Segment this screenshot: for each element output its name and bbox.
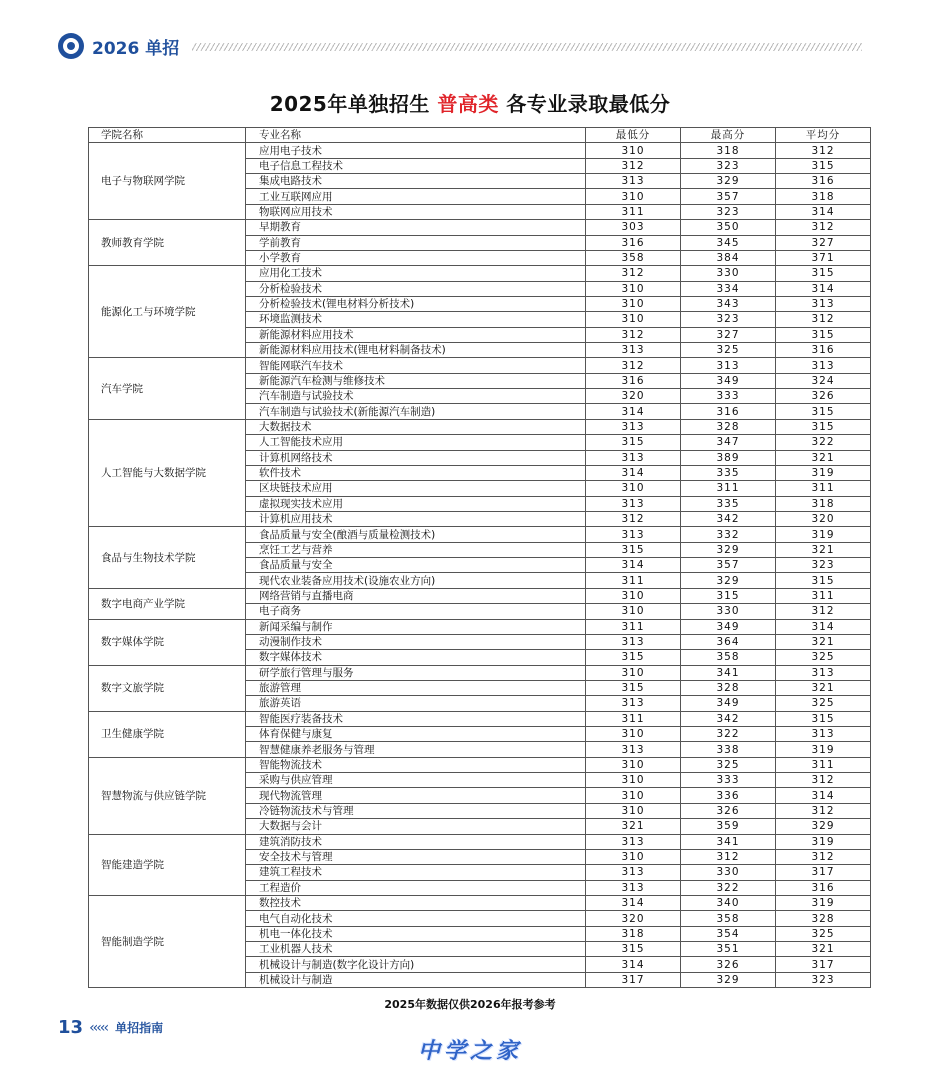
major-name-cell: 智能医疗装备技术 [246,711,586,726]
watermark-logo: 中学之家 [417,1038,522,1064]
major-name-cell: 建筑工程技术 [246,865,586,880]
min-score-cell: 314 [586,558,681,573]
max-score-cell: 351 [681,942,776,957]
min-score-cell: 316 [586,373,681,388]
major-name-cell: 机电一体化技术 [246,926,586,941]
avg-score-cell: 311 [776,481,871,496]
major-name-cell: 应用电子技术 [246,143,586,158]
min-score-cell: 320 [586,911,681,926]
max-score-cell: 350 [681,220,776,235]
avg-score-cell: 320 [776,511,871,526]
min-score-cell: 314 [586,895,681,910]
major-name-cell: 计算机应用技术 [246,511,586,526]
major-name-cell: 食品质量与安全 [246,558,586,573]
min-score-cell: 311 [586,573,681,588]
college-name-cell: 卫生健康学院 [89,711,246,757]
major-name-cell: 机械设计与制造(数字化设计方向) [246,957,586,972]
major-name-cell: 旅游管理 [246,680,586,695]
max-score-cell: 328 [681,419,776,434]
avg-score-cell: 319 [776,834,871,849]
table-row [89,220,871,235]
school-logo-icon [58,33,84,59]
avg-score-cell: 311 [776,757,871,772]
max-score-cell: 357 [681,189,776,204]
major-name-cell: 食品质量与安全(酿酒与质量检测技术) [246,527,586,542]
major-name-cell: 电气自动化技术 [246,911,586,926]
avg-score-cell: 315 [776,404,871,419]
table-row [89,527,871,542]
major-name-cell: 应用化工技术 [246,266,586,281]
avg-score-cell: 371 [776,250,871,265]
max-score-cell: 354 [681,926,776,941]
college-name-cell: 能源化工与环境学院 [89,266,246,358]
table-row [89,895,871,910]
min-score-cell: 310 [586,727,681,742]
major-name-cell: 现代农业装备应用技术(设施农业方向) [246,573,586,588]
major-name-cell: 电子商务 [246,604,586,619]
major-name-cell: 小学教育 [246,250,586,265]
table-row [89,757,871,772]
min-score-cell: 313 [586,880,681,895]
min-score-cell: 317 [586,972,681,987]
avg-score-cell: 314 [776,619,871,634]
max-score-cell: 338 [681,742,776,757]
major-name-cell: 学前教育 [246,235,586,250]
max-score-cell: 349 [681,373,776,388]
min-score-cell: 310 [586,143,681,158]
avg-score-cell: 319 [776,527,871,542]
avg-score-cell: 322 [776,435,871,450]
min-score-cell: 313 [586,496,681,511]
max-score-cell: 323 [681,204,776,219]
min-score-cell: 315 [586,680,681,695]
min-score-cell: 315 [586,542,681,557]
max-score-cell: 329 [681,972,776,987]
max-score-cell: 349 [681,696,776,711]
major-name-cell: 物联网应用技术 [246,204,586,219]
major-name-cell: 智能物流技术 [246,757,586,772]
avg-score-cell: 316 [776,174,871,189]
major-name-cell: 网络营销与直播电商 [246,588,586,603]
min-score-cell: 313 [586,174,681,189]
major-name-cell: 分析检验技术 [246,281,586,296]
min-score-cell: 314 [586,465,681,480]
table-body [89,143,871,988]
major-name-cell: 汽车制造与试验技术 [246,389,586,404]
max-score-cell: 318 [681,143,776,158]
major-name-cell: 工业互联网应用 [246,189,586,204]
avg-score-cell: 328 [776,911,871,926]
page-number: 13 [58,1017,84,1038]
max-score-cell: 364 [681,634,776,649]
major-name-cell: 新能源材料应用技术(锂电材料制备技术) [246,343,586,358]
max-score-cell: 315 [681,588,776,603]
max-score-cell: 384 [681,250,776,265]
chevrons-left-icon: ‹‹‹‹‹ [89,1019,108,1036]
col-header-max: 最高分 [681,128,776,143]
max-score-cell: 316 [681,404,776,419]
max-score-cell: 336 [681,788,776,803]
max-score-cell: 329 [681,542,776,557]
max-score-cell: 313 [681,358,776,373]
max-score-cell: 345 [681,235,776,250]
avg-score-cell: 321 [776,680,871,695]
avg-score-cell: 327 [776,235,871,250]
min-score-cell: 315 [586,435,681,450]
min-score-cell: 310 [586,604,681,619]
table-row [89,143,871,158]
max-score-cell: 326 [681,957,776,972]
avg-score-cell: 314 [776,281,871,296]
min-score-cell: 358 [586,250,681,265]
college-name-cell: 人工智能与大数据学院 [89,419,246,527]
avg-score-cell: 313 [776,358,871,373]
table-row [89,665,871,680]
avg-score-cell: 312 [776,143,871,158]
min-score-cell: 310 [586,757,681,772]
col-header-avg: 平均分 [776,128,871,143]
major-name-cell: 冷链物流技术与管理 [246,803,586,818]
major-name-cell: 电子信息工程技术 [246,158,586,173]
max-score-cell: 340 [681,895,776,910]
major-name-cell: 动漫制作技术 [246,634,586,649]
header-title: 2026 单招 [92,38,180,59]
max-score-cell: 323 [681,312,776,327]
min-score-cell: 310 [586,481,681,496]
max-score-cell: 389 [681,450,776,465]
max-score-cell: 312 [681,849,776,864]
min-score-cell: 310 [586,773,681,788]
title-highlight: 普高类 [437,92,499,116]
major-name-cell: 现代物流管理 [246,788,586,803]
min-score-cell: 313 [586,343,681,358]
min-score-cell: 310 [586,803,681,818]
avg-score-cell: 319 [776,895,871,910]
max-score-cell: 322 [681,880,776,895]
min-score-cell: 313 [586,634,681,649]
avg-score-cell: 313 [776,296,871,311]
min-score-cell: 312 [586,358,681,373]
page-header [58,33,179,59]
min-score-cell: 310 [586,189,681,204]
avg-score-cell: 313 [776,665,871,680]
max-score-cell: 325 [681,757,776,772]
avg-score-cell: 317 [776,957,871,972]
avg-score-cell: 315 [776,419,871,434]
avg-score-cell: 323 [776,972,871,987]
major-name-cell: 新能源汽车检测与维修技术 [246,373,586,388]
max-score-cell: 327 [681,327,776,342]
table-row [89,588,871,603]
min-score-cell: 313 [586,742,681,757]
max-score-cell: 347 [681,435,776,450]
major-name-cell: 烹饪工艺与营养 [246,542,586,557]
college-name-cell: 数字文旅学院 [89,665,246,711]
avg-score-cell: 314 [776,204,871,219]
college-name-cell: 智能建造学院 [89,834,246,895]
max-score-cell: 328 [681,680,776,695]
min-score-cell: 312 [586,266,681,281]
min-score-cell: 313 [586,419,681,434]
avg-score-cell: 326 [776,389,871,404]
min-score-cell: 312 [586,511,681,526]
max-score-cell: 341 [681,834,776,849]
college-name-cell: 智能制造学院 [89,895,246,987]
college-name-cell: 电子与物联网学院 [89,143,246,220]
min-score-cell: 320 [586,389,681,404]
major-name-cell: 数控技术 [246,895,586,910]
avg-score-cell: 315 [776,327,871,342]
min-score-cell: 314 [586,404,681,419]
min-score-cell: 310 [586,849,681,864]
max-score-cell: 333 [681,773,776,788]
table-row [89,419,871,434]
avg-score-cell: 321 [776,450,871,465]
min-score-cell: 313 [586,696,681,711]
avg-score-cell: 315 [776,711,871,726]
avg-score-cell: 315 [776,573,871,588]
major-name-cell: 安全技术与管理 [246,849,586,864]
max-score-cell: 333 [681,389,776,404]
avg-score-cell: 321 [776,542,871,557]
avg-score-cell: 312 [776,312,871,327]
max-score-cell: 358 [681,650,776,665]
college-name-cell: 智慧物流与供应链学院 [89,757,246,834]
max-score-cell: 335 [681,465,776,480]
avg-score-cell: 325 [776,696,871,711]
major-name-cell: 旅游英语 [246,696,586,711]
max-score-cell: 335 [681,496,776,511]
min-score-cell: 313 [586,834,681,849]
min-score-cell: 310 [586,312,681,327]
college-name-cell: 数字电商产业学院 [89,588,246,619]
college-name-cell: 汽车学院 [89,358,246,419]
col-header-college: 学院名称 [89,128,246,143]
min-score-cell: 311 [586,204,681,219]
major-name-cell: 集成电路技术 [246,174,586,189]
avg-score-cell: 312 [776,604,871,619]
avg-score-cell: 313 [776,727,871,742]
min-score-cell: 313 [586,450,681,465]
avg-score-cell: 323 [776,558,871,573]
page-title [0,88,940,117]
col-header-min: 最低分 [586,128,681,143]
major-name-cell: 工程造价 [246,880,586,895]
table-row [89,619,871,634]
table-row [89,711,871,726]
max-score-cell: 358 [681,911,776,926]
avg-score-cell: 325 [776,650,871,665]
college-name-cell: 数字媒体学院 [89,619,246,665]
min-score-cell: 311 [586,711,681,726]
max-score-cell: 342 [681,511,776,526]
major-name-cell: 智能网联汽车技术 [246,358,586,373]
max-score-cell: 322 [681,727,776,742]
max-score-cell: 349 [681,619,776,634]
table-row [89,834,871,849]
major-name-cell: 软件技术 [246,465,586,480]
min-score-cell: 321 [586,819,681,834]
max-score-cell: 342 [681,711,776,726]
major-name-cell: 虚拟现实技术应用 [246,496,586,511]
avg-score-cell: 318 [776,189,871,204]
avg-score-cell: 312 [776,803,871,818]
major-name-cell: 环境监测技术 [246,312,586,327]
avg-score-cell: 317 [776,865,871,880]
major-name-cell: 计算机网络技术 [246,450,586,465]
major-name-cell: 机械设计与制造 [246,972,586,987]
min-score-cell: 310 [586,281,681,296]
max-score-cell: 343 [681,296,776,311]
avg-score-cell: 312 [776,773,871,788]
college-name-cell: 食品与生物技术学院 [89,527,246,588]
max-score-cell: 326 [681,803,776,818]
avg-score-cell: 324 [776,373,871,388]
avg-score-cell: 312 [776,220,871,235]
min-score-cell: 314 [586,957,681,972]
major-name-cell: 大数据与会计 [246,819,586,834]
max-score-cell: 330 [681,266,776,281]
min-score-cell: 316 [586,235,681,250]
title-prefix: 2025年单独招生 [269,92,438,116]
major-name-cell: 采购与供应管理 [246,773,586,788]
major-name-cell: 人工智能技术应用 [246,435,586,450]
avg-score-cell: 325 [776,926,871,941]
min-score-cell: 311 [586,619,681,634]
min-score-cell: 303 [586,220,681,235]
major-name-cell: 建筑消防技术 [246,834,586,849]
max-score-cell: 332 [681,527,776,542]
avg-score-cell: 321 [776,634,871,649]
max-score-cell: 325 [681,343,776,358]
min-score-cell: 312 [586,158,681,173]
admission-score-table [88,127,871,988]
major-name-cell: 大数据技术 [246,419,586,434]
major-name-cell: 研学旅行管理与服务 [246,665,586,680]
max-score-cell: 330 [681,865,776,880]
col-header-major: 专业名称 [246,128,586,143]
header-hatch-divider [192,43,862,51]
major-name-cell: 早期教育 [246,220,586,235]
major-name-cell: 分析检验技术(锂电材料分析技术) [246,296,586,311]
max-score-cell: 357 [681,558,776,573]
avg-score-cell: 311 [776,588,871,603]
major-name-cell: 工业机器人技术 [246,942,586,957]
table-row [89,358,871,373]
major-name-cell: 智慧健康养老服务与管理 [246,742,586,757]
major-name-cell: 新闻采编与制作 [246,619,586,634]
table-row [89,266,871,281]
max-score-cell: 341 [681,665,776,680]
avg-score-cell: 329 [776,819,871,834]
min-score-cell: 310 [586,788,681,803]
avg-score-cell: 314 [776,788,871,803]
min-score-cell: 313 [586,865,681,880]
table-header-row [89,128,871,143]
college-name-cell: 教师教育学院 [89,220,246,266]
major-name-cell: 数字媒体技术 [246,650,586,665]
avg-score-cell: 319 [776,742,871,757]
max-score-cell: 329 [681,573,776,588]
min-score-cell: 313 [586,527,681,542]
max-score-cell: 323 [681,158,776,173]
avg-score-cell: 315 [776,266,871,281]
avg-score-cell: 319 [776,465,871,480]
avg-score-cell: 316 [776,880,871,895]
max-score-cell: 359 [681,819,776,834]
avg-score-cell: 315 [776,158,871,173]
min-score-cell: 315 [586,942,681,957]
major-name-cell: 新能源材料应用技术 [246,327,586,342]
max-score-cell: 334 [681,281,776,296]
max-score-cell: 330 [681,604,776,619]
major-name-cell: 体育保健与康复 [246,727,586,742]
major-name-cell: 汽车制造与试验技术(新能源汽车制造) [246,404,586,419]
footer-label: 单招指南 [115,1021,164,1035]
avg-score-cell: 318 [776,496,871,511]
min-score-cell: 318 [586,926,681,941]
avg-score-cell: 316 [776,343,871,358]
data-note: 2025年数据仅供2026年报考参考 [384,998,556,1011]
max-score-cell: 329 [681,174,776,189]
min-score-cell: 315 [586,650,681,665]
max-score-cell: 311 [681,481,776,496]
major-name-cell: 区块链技术应用 [246,481,586,496]
avg-score-cell: 321 [776,942,871,957]
min-score-cell: 310 [586,588,681,603]
min-score-cell: 312 [586,327,681,342]
min-score-cell: 310 [586,296,681,311]
title-suffix: 各专业录取最低分 [498,92,671,116]
avg-score-cell: 312 [776,849,871,864]
min-score-cell: 310 [586,665,681,680]
